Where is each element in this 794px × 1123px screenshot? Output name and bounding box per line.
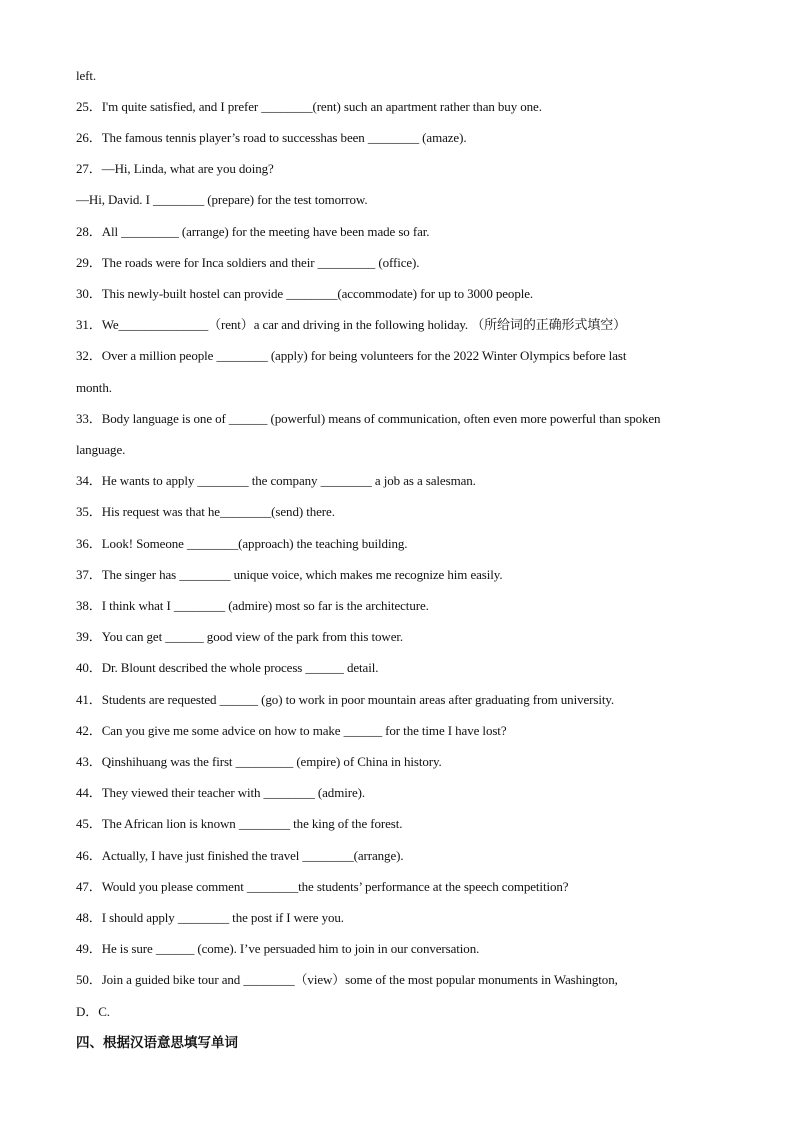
- question-37: 37．The singer has ________ unique voice, which makes me recognize him easily.: [76, 567, 503, 582]
- question-33: 33．Body language is one of ______ (powerful) means of communication, often even more powerful than spoken: [76, 411, 661, 426]
- question-44: 44．They viewed their teacher with ________ (admire).: [76, 785, 366, 800]
- text-line: left.: [76, 68, 97, 83]
- question-45: 45．The African lion is known ________ the king of the forest.: [76, 816, 403, 831]
- question-49: 49．He is sure ______ (come). I’ve persuaded him to join in our conversation.: [76, 941, 480, 956]
- question-41: 41．Students are requested ______ (go) to work in poor mountain areas after graduating from university.: [76, 692, 615, 707]
- question-30: 30．This newly-built hostel can provide ________(accommodate) for up to 3000 people.: [76, 286, 534, 301]
- question-35: 35．His request was that he________(send) there.: [76, 504, 335, 519]
- question-27-reply: —Hi, David. I ________ (prepare) for the test tomorrow.: [76, 192, 368, 207]
- question-39: 39．You can get ______ good view of the park from this tower.: [76, 629, 404, 644]
- question-38: 38．I think what I ________ (admire) most so far is the architecture.: [76, 598, 429, 613]
- question-25: 25．I'm quite satisfied, and I prefer ________(rent) such an apartment rather than buy one.: [76, 99, 542, 114]
- question-47: 47．Would you please comment ________the students’ performance at the speech competition?: [76, 879, 569, 894]
- section-heading: 四、根据汉语意思填写单词: [76, 1035, 238, 1051]
- question-31: 31．We______________（rent）a car and driving in the following holiday. （所给词的正确形式填空）: [76, 317, 627, 332]
- question-48: 48．I should apply ________ the post if I were you.: [76, 910, 344, 925]
- question-27: 27．—Hi, Linda, what are you doing?: [76, 161, 274, 176]
- question-50: 50．Join a guided bike tour and ________（view）some of the most popular monuments in Washington,: [76, 972, 618, 987]
- question-26: 26．The famous tennis player’s road to successhas been ________ (amaze).: [76, 130, 467, 145]
- question-29: 29．The roads were for Inca soldiers and their _________ (office).: [76, 255, 420, 270]
- question-32: 32．Over a million people ________ (apply) for being volunteers for the 2022 Winter Olympics before last: [76, 348, 627, 363]
- question-36: 36．Look! Someone ________(approach) the teaching building.: [76, 536, 408, 551]
- question-50-continued: D．C.: [76, 1004, 110, 1019]
- question-33-continued: language.: [76, 442, 126, 457]
- question-46: 46．Actually, I have just finished the travel ________(arrange).: [76, 848, 404, 863]
- question-42: 42．Can you give me some advice on how to make ______ for the time I have lost?: [76, 723, 507, 738]
- question-32-continued: month.: [76, 380, 112, 395]
- question-40: 40．Dr. Blount described the whole process ______ detail.: [76, 660, 379, 675]
- question-43: 43．Qinshihuang was the first _________ (empire) of China in history.: [76, 754, 442, 769]
- question-34: 34．He wants to apply ________ the company ________ a job as a salesman.: [76, 473, 476, 488]
- question-28: 28．All _________ (arrange) for the meeting have been made so far.: [76, 224, 430, 239]
